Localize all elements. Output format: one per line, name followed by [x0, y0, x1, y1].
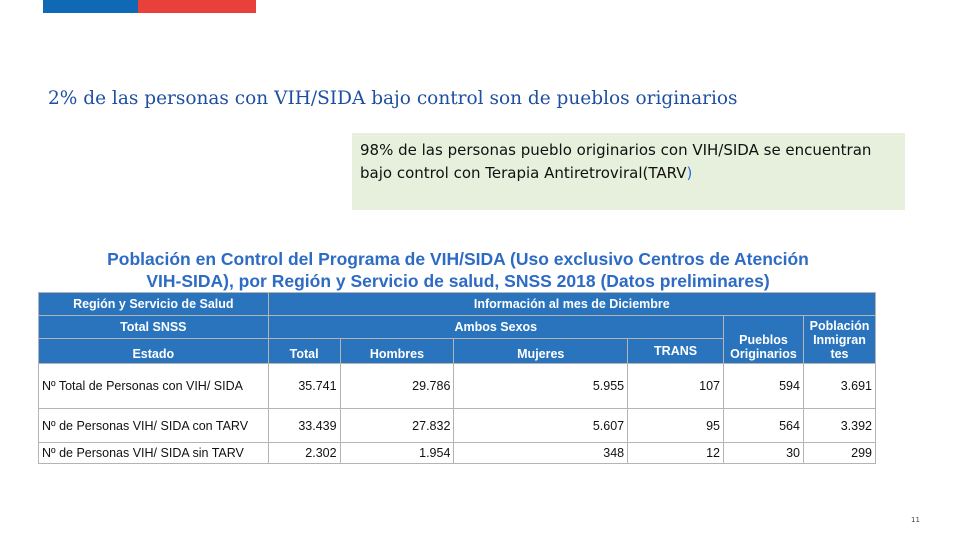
header-info: Información al mes de Diciembre — [268, 293, 875, 316]
flag-stripe-red — [138, 0, 256, 13]
table-row — [39, 409, 876, 443]
hiv-control-table — [38, 292, 876, 464]
header-estado: Estado — [39, 339, 269, 364]
cell-mujeres: 5.607 — [454, 409, 628, 443]
header-trans: TRANS — [628, 339, 724, 364]
cell-hombres: 29.786 — [340, 364, 454, 409]
header-poblacion-line-2: Inmigran — [813, 333, 866, 347]
cell-pueblos: 564 — [724, 409, 804, 443]
callout-closing-paren: ) — [686, 164, 693, 182]
callout-box — [352, 133, 905, 210]
cell-pueblos: 30 — [724, 443, 804, 464]
header-mujeres: Mujeres — [454, 339, 628, 364]
table-row — [39, 443, 876, 464]
flag-stripe-blue — [43, 0, 138, 13]
header-total-snss: Total SNSS — [39, 316, 269, 339]
cell-trans: 107 — [628, 364, 724, 409]
cell-mujeres: 348 — [454, 443, 628, 464]
cell-mujeres: 5.955 — [454, 364, 628, 409]
cell-inmigrantes: 299 — [803, 443, 875, 464]
header-pueblos-originarios — [724, 316, 804, 364]
header-region: Región y Servicio de Salud — [39, 293, 269, 316]
table-title-line-2: VIH-SIDA), por Región y Servicio de salud, SNSS 2018 (Datos preliminares) — [146, 271, 770, 291]
cell-total: 35.741 — [268, 364, 340, 409]
cell-trans: 12 — [628, 443, 724, 464]
header-poblacion-inmigrantes — [803, 316, 875, 364]
row-label: Nº de Personas VIH/ SIDA sin TARV — [39, 443, 269, 464]
header-ambos-sexos: Ambos Sexos — [268, 316, 723, 339]
callout-text: 98% de las personas pueblo originarios con VIH/SIDA se encuentran bajo control con Terapia Antiretroviral(TARV — [360, 141, 872, 182]
cell-inmigrantes: 3.392 — [803, 409, 875, 443]
page-number: 11 — [911, 516, 920, 524]
header-poblacion-line-1: Población — [809, 319, 870, 333]
table-title — [40, 248, 876, 292]
cell-total: 33.439 — [268, 409, 340, 443]
row-label: Nº Total de Personas con VIH/ SIDA — [39, 364, 269, 409]
cell-total: 2.302 — [268, 443, 340, 464]
slide-headline: 2% de las personas con VIH/SIDA bajo control son de pueblos originarios — [48, 88, 738, 109]
header-pueblos-line-2: Originarios — [730, 347, 797, 361]
table-title-line-1: Población en Control del Programa de VIH/SIDA (Uso exclusivo Centros de Atención — [107, 249, 809, 269]
table-row — [39, 364, 876, 409]
header-poblacion-line-3: tes — [830, 347, 849, 361]
cell-trans: 95 — [628, 409, 724, 443]
header-pueblos-line-1: Pueblos — [739, 333, 788, 347]
cell-hombres: 1.954 — [340, 443, 454, 464]
row-label: Nº de Personas VIH/ SIDA con TARV — [39, 409, 269, 443]
header-total: Total — [268, 339, 340, 364]
cell-hombres: 27.832 — [340, 409, 454, 443]
header-row-region — [39, 293, 876, 316]
header-hombres: Hombres — [340, 339, 454, 364]
cell-pueblos: 594 — [724, 364, 804, 409]
cell-inmigrantes: 3.691 — [803, 364, 875, 409]
header-row-sexes — [39, 316, 876, 339]
